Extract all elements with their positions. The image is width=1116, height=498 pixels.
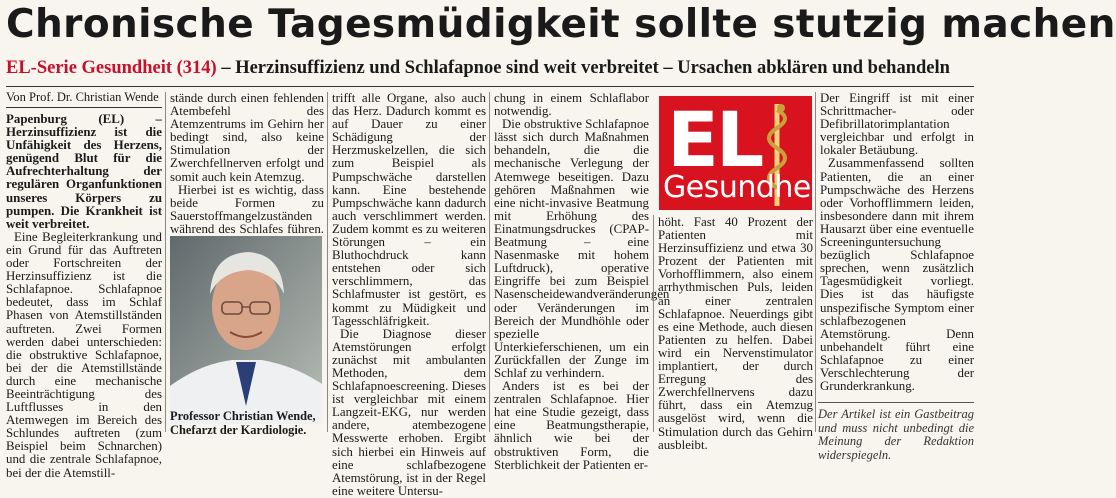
paragraph: Eine Begleiterkrankung und ein Grund für das Auftreten oder Fortschreiten der Herzinsuffizienz ist die Schlafapnoe. Schlafapnoe bedeutet, dass im Schlaf Phasen von Atemstillständen auftreten. Zwei Formen werden dabei unterschieden: die obstruktive Schlafapnoe, bei der die Atemstillstände durch eine mechanische Beeinträchtigung des Luftflusses in den Atemwegen im Bereich des Schlundes auftreten (zum Beispiel beim Schnarchen) und die zentrale Schlafapnoe, bei der die Atemstill- [6,229,162,480]
guest-article-disclaimer: Der Artikel ist ein Gastbeitrag und muss nicht unbedingt die Meinung der Redaktion widerspiegeln. [818,407,974,462]
logo-gesundheit-text: Gesundheit [663,170,830,205]
logo-el-text: EL [667,95,762,184]
paragraph: Anders ist es bei der zentralen Schlafapnoe. Hier hat eine Studie gezeigt, dass eine Beatmungstherapie, ähnlich wie bei der obstruktiven Form, die Sterblichkeit der Patienten er- [494,379,649,472]
column-divider [815,92,816,432]
column-divider [489,92,490,432]
article-column-5 [658,216,813,452]
subheadline [6,56,974,80]
disclaimer-rule [818,402,974,403]
series-label: EL-Serie Gesundheit (314) [6,58,217,78]
headline: Chronische Tagesmüdigkeit sollte stutzig machen [6,2,1116,47]
paragraph: Die Diagnose dieser Atemstörungen erfolgt zunächst mit ambulanten Methoden, dem Schlafapnoescreening. Dieses ist vergleichbar mit einem Langzeit-EKG, nur werden andere, atembezogene Messwerte erhoben. Ergibt sich hierbei ein Hinweis auf eine schlafbezogene Atemstörung, ist in der Regel eine weitere Untersu- [332,326,486,498]
article-column-3 [332,92,486,498]
el-gesundheit-logo [659,95,830,210]
article-column-2 [170,92,324,249]
column-divider [653,215,654,432]
subheadline-text: – Herzinsuffizienz und Schlafapnoe sind weit verbreitet – Ursachen abklären und behandeln [216,58,950,78]
paragraph: stände durch einen fehlenden Atembefehl des Atemzentrums im Gehirn her bedingt sind, also keine Stimulation der Zwerchfellnerven erfolgt und somit auch kein Atemzug. [170,91,324,184]
article-column-1 [6,113,162,480]
article-column-4 [494,91,670,472]
paragraph: Hierbei ist es wichtig, dass beide Formen zu Sauerstoffmangelzuständen während des Schlafes führen. [170,182,324,236]
portrait-photo [170,236,322,424]
paragraph: trifft alle Organe, also auch das Herz. Dadurch kommt es auf Dauer zu einer Schädigung der Herzmuskelzellen, die sich zum Beispiel als Pumpschwäche darstellen kann. Eine bestehende Pumpschwäche kann dadurch auch verschlimmert werden. Zudem kommt es zu weiteren Störungen – ein Bluthochdruck kann entstehen oder sich verschlimmern, das Schlafmuster ist gestört, es kommt zu Müdigkeit und Tagesschläfrigkeit. [332,91,486,328]
paragraph: Der Eingriff ist mit einer Schrittmacher- oder Defibrillatorimplantation vergleichbar und erfolgt in lokaler Betäubung. [820,91,974,158]
article-column-6 [820,92,974,393]
photo-caption: Professor Christian Wende, Chefarzt der Kardiologie. [170,409,316,437]
column-divider [327,92,328,432]
paragraph: Die obstruktive Schlafapnoe lässt sich durch Maßnahmen behandeln, die die mechanische Verlegung der Atemwege beseitigen. Dazu gehören Maßnahmen wie eine nicht-invasive Beatmung mit Erhöhung des Einatmungsdruckes (CPAP-Beatmung – eine Nasenmaske mit hohem Luftdruck), operative Eingriffe bei zum Beispiel Nasenscheidewandveränderungen oder Veränderungen im Bereich der Mundhöhle oder spezielle Unterkieferschienen, um ein Zurückfallen der Zunge im Schlaf zu verhindern. [494,117,670,380]
byline-rule [6,107,162,108]
lead-paragraph: Papenburg (EL) – Herzinsuffizienz ist die Unfähigkeit des Herzens, genügend Blut für die Aufrechterhaltung der regulären Organfunktionen unseres Körpers zu pumpen. Die Krankheit ist weit verbreitet. [6,112,162,231]
headline-rule [6,86,974,87]
column-divider [165,92,166,432]
paragraph: chung in einem Schlaflabor notwendig. [494,91,649,119]
paragraph: höht. Fast 40 Prozent der Patienten mit Herzinsuffizienz und etwa 30 Prozent der Patienten mit Vorhofflimmern, also einem arrhythmischen Puls, leiden an einer zentralen Schlafapnoe. Neuerdings gibt es eine Methode, auch diesen Patienten zu helfen. Dabei wird ein Nervenstimulator implantiert, der durch Erregung des Zwerchfellnervens dazu führt, dass ein Atemzug ausgelöst wird, wenn die Stimulation durch das Gehirn ausbleibt. [658,215,813,452]
author-byline: Von Prof. Dr. Christian Wende [6,90,159,104]
paragraph: Zusammenfassend sollten Patienten, die an einer Pumpschwäche des Herzens oder Vorhofflimmern leiden, insbesondere dann mit ihrem Hausarzt über eine eventuelle Screeninguntersuchung bezüglich Schlafapnoe sprechen, wenn zusätzlich Tagesmüdigkeit vorliegt. Dies ist das häufigste unspezifische Symptom einer schlafbezogenen Atemstörung. Denn unbehandelt führt eine Schlafapnoe zu einer Verschlechterung der Grunderkrankung. [820,156,974,394]
portrait-image [170,236,322,424]
